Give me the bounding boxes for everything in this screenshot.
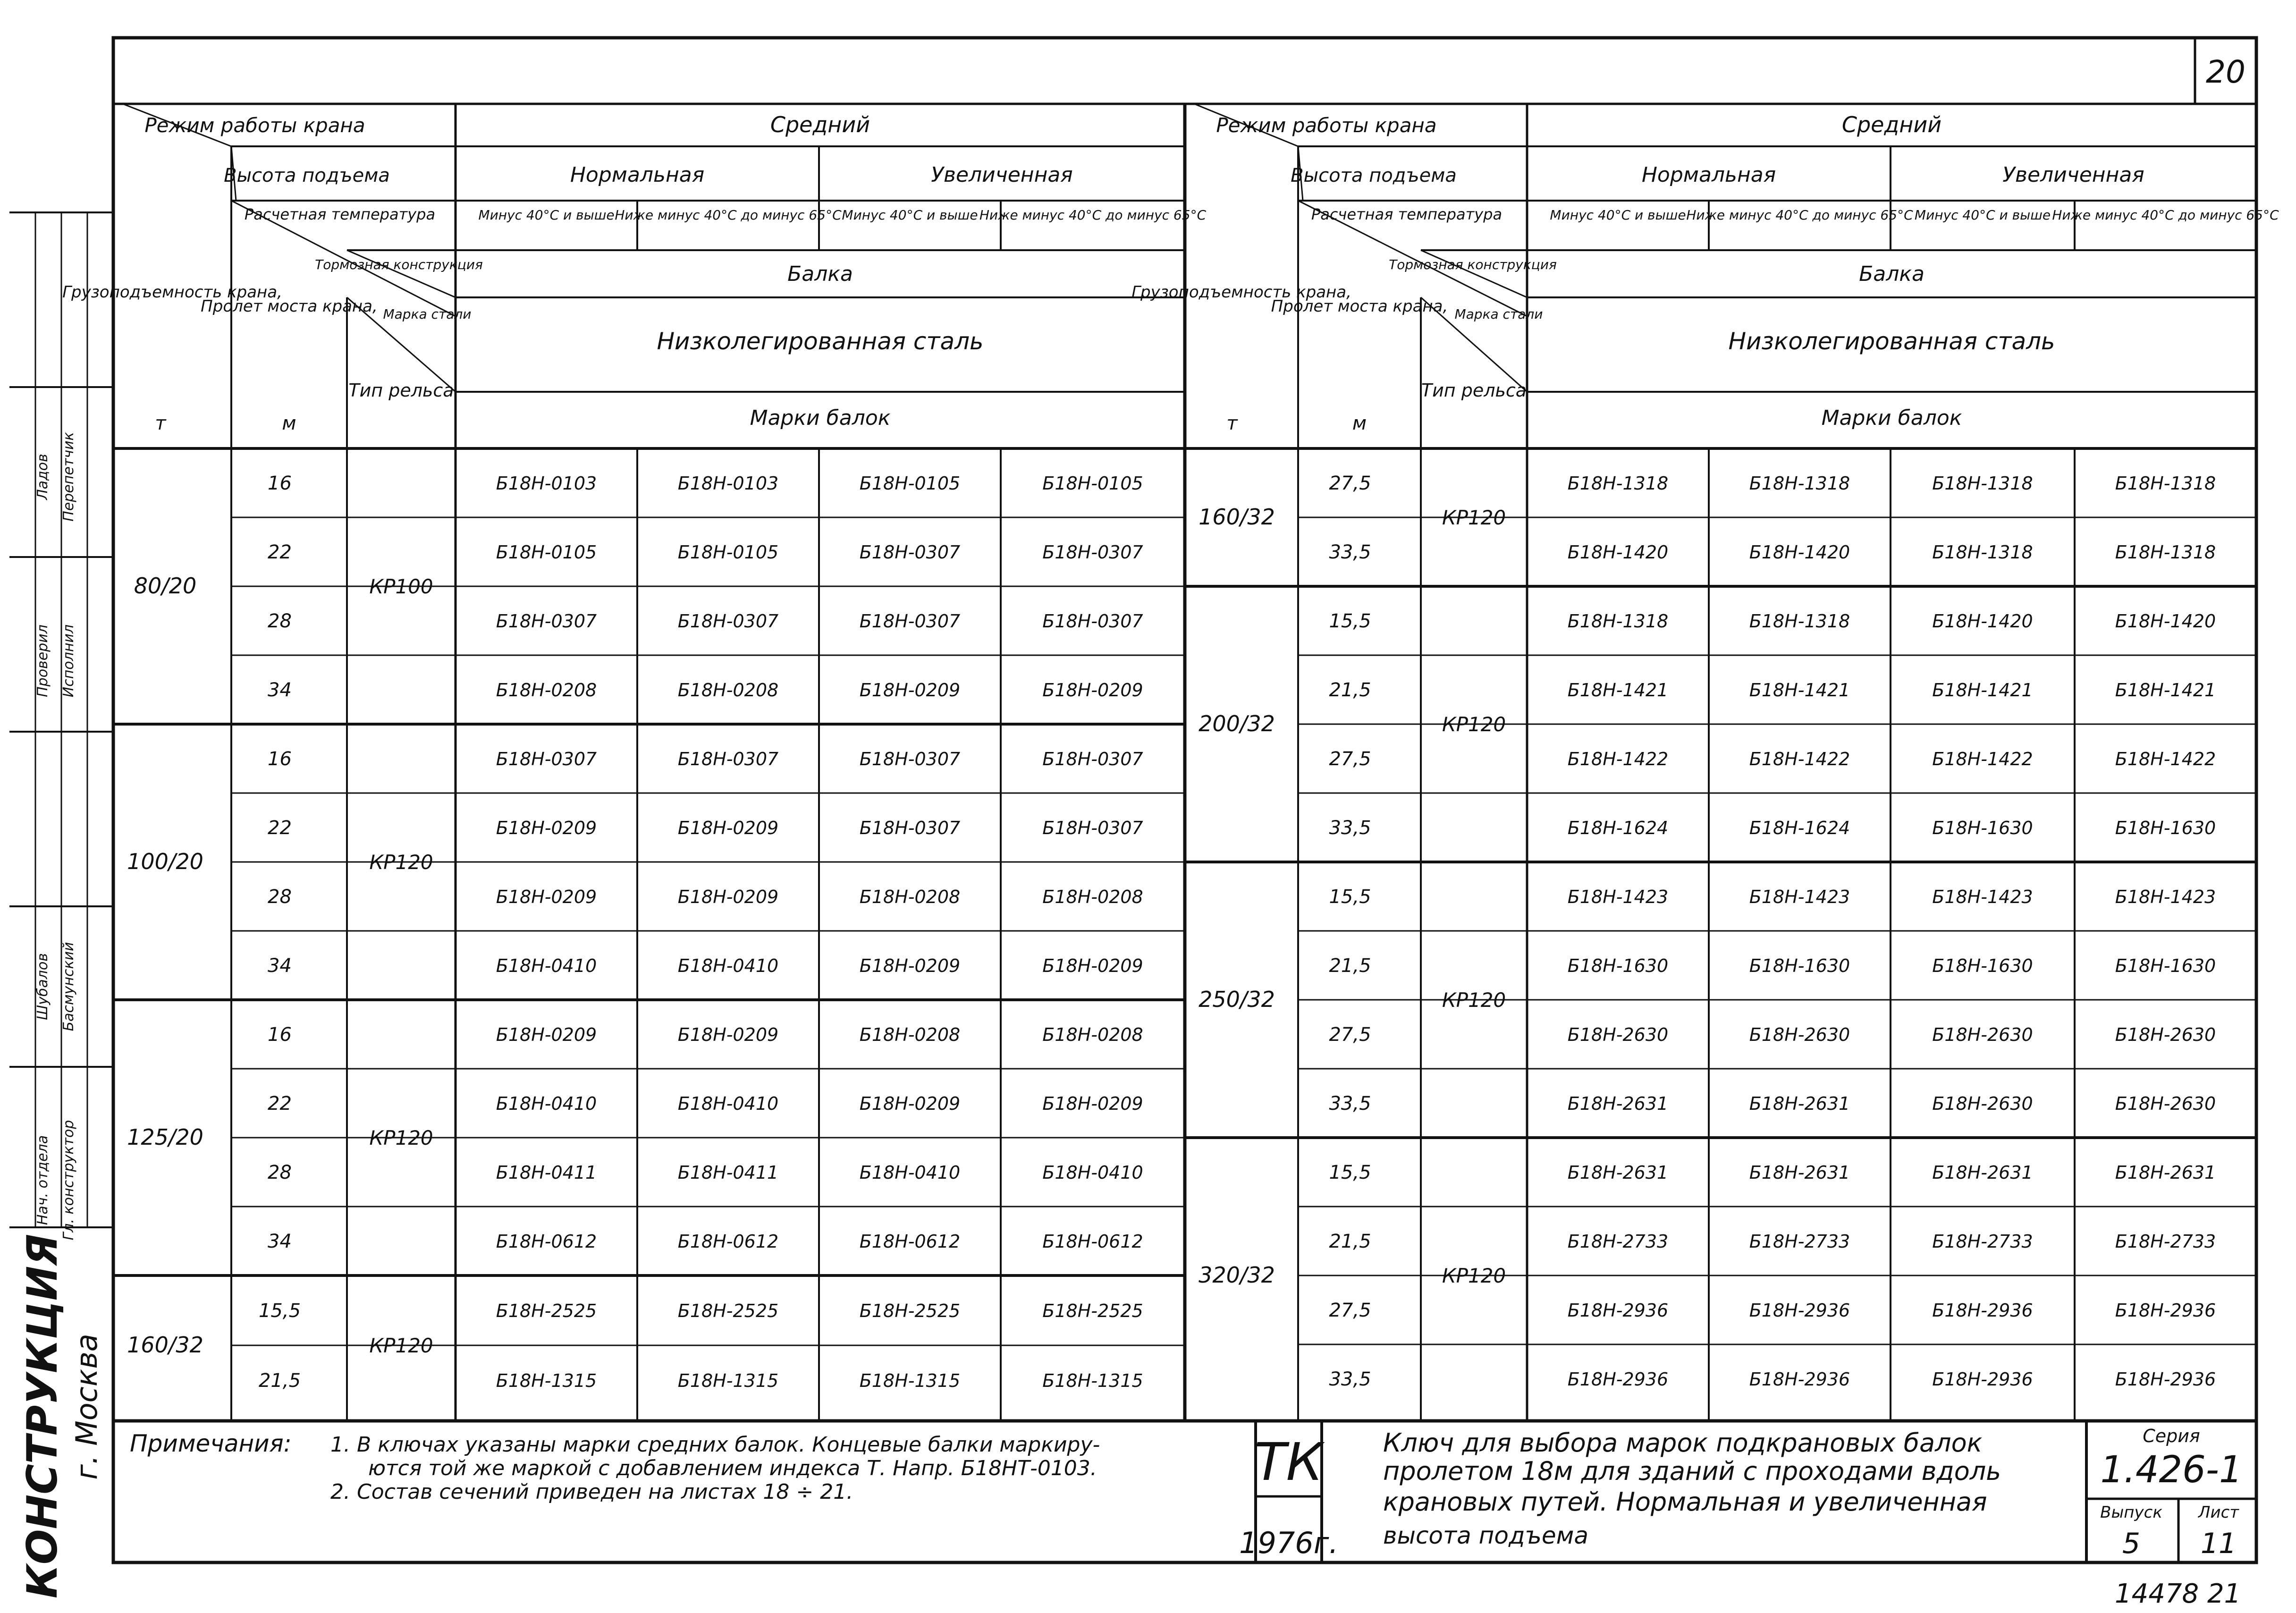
span-value: 28 [268, 886, 292, 908]
beam-mark: Б18Н-1422 [1932, 749, 2033, 769]
beam-mark: Б18Н-2631 [1749, 1093, 1850, 1114]
beam-mark: Б18Н-0307 [859, 749, 961, 769]
series-label: Серия [2143, 1426, 2200, 1446]
header-temp-value: Минус 40°С и выше [1550, 207, 1686, 223]
header-steel-mark: Марка стали [1454, 306, 1543, 322]
header-beam: Балка [1859, 262, 1925, 286]
beam-mark: Б18Н-2630 [1749, 1024, 1850, 1045]
rail-type: КР120 [369, 851, 433, 874]
stamp-role: Гл. конструктор [60, 1120, 77, 1241]
beam-mark: Б18Н-2936 [1567, 1300, 1669, 1321]
beam-mark: Б18Н-2525 [496, 1301, 597, 1321]
header-temp-value: Ниже минус 40°С до минус 65°С [2052, 207, 2279, 223]
beam-mark: Б18Н-2733 [1567, 1231, 1669, 1252]
beam-mark: Б18Н-0209 [677, 818, 779, 838]
header-capacity: Грузоподъемность крана, [62, 283, 282, 302]
header-beam-marks: Марки балок [750, 406, 891, 430]
rail-type: КР120 [1442, 988, 1506, 1012]
rail-type: КР100 [369, 575, 433, 598]
header-capacity-unit: т [1226, 413, 1238, 434]
span-value: 33,5 [1329, 817, 1371, 839]
beam-mark: Б18Н-1420 [1749, 542, 1850, 563]
beam-mark: Б18Н-2936 [1749, 1369, 1850, 1390]
beam-mark: Б18Н-1420 [1932, 611, 2033, 632]
span-value: 27,5 [1329, 1024, 1371, 1046]
beam-mark: Б18Н-0307 [677, 611, 779, 632]
beam-mark: Б18Н-2936 [1749, 1300, 1850, 1321]
org-name: КОНСТРУКЦИЯ [18, 1233, 67, 1599]
capacity-value: 80/20 [134, 573, 197, 599]
beam-mark: Б18Н-2631 [1932, 1162, 2033, 1183]
beam-mark: Б18Н-0307 [1042, 611, 1143, 632]
header-mode: Режим работы крана [1216, 114, 1437, 137]
header-beam: Балка [787, 262, 853, 286]
beam-mark: Б18Н-0307 [677, 749, 779, 769]
beam-mark: Б18Н-1318 [1567, 473, 1669, 494]
org-city: г. Москва [69, 1334, 104, 1480]
stamp-name: Ладов [34, 454, 51, 500]
beam-mark: Б18Н-2630 [2115, 1093, 2216, 1114]
beam-mark: Б18Н-0209 [1042, 955, 1143, 976]
beam-mark: Б18Н-2733 [1932, 1231, 2033, 1252]
span-value: 33,5 [1329, 541, 1371, 563]
beam-mark: Б18Н-0410 [677, 1093, 779, 1114]
beam-mark: Б18Н-1420 [1567, 542, 1669, 563]
sheet-label: Лист [2198, 1503, 2239, 1522]
span-value: 33,5 [1329, 1368, 1371, 1390]
span-value: 28 [268, 610, 292, 632]
header-lift-increased: Увеличенная [931, 163, 1073, 187]
header-rail: Тип рельса [1421, 380, 1527, 401]
stamp-role: Нач. отдела [34, 1135, 51, 1225]
span-value: 22 [268, 541, 292, 563]
beam-mark: Б18Н-0209 [496, 818, 597, 838]
span-value: 33,5 [1329, 1093, 1371, 1115]
beam-mark: Б18Н-2936 [1932, 1369, 2033, 1390]
beam-mark: Б18Н-1630 [2115, 955, 2216, 976]
span-value: 27,5 [1329, 1300, 1371, 1321]
header-temp-value: Ниже минус 40°С до минус 65°С [979, 207, 1207, 223]
rail-type: КР120 [1442, 1264, 1506, 1287]
beam-mark: Б18Н-2631 [2115, 1162, 2216, 1183]
beam-mark: Б18Н-0209 [496, 887, 597, 907]
header-temp-value: Минус 40°С и выше [1914, 207, 2051, 223]
header-lift: Высота подъема [1291, 165, 1457, 186]
beam-mark: Б18Н-0208 [1042, 887, 1143, 907]
beam-mark: Б18Н-0410 [859, 1162, 961, 1183]
capacity-value: 250/32 [1199, 987, 1275, 1012]
beam-mark: Б18Н-1630 [1932, 955, 2033, 976]
beam-mark: Б18Н-2630 [1932, 1024, 2033, 1045]
beam-mark: Б18Н-0410 [1042, 1162, 1143, 1183]
beam-mark: Б18Н-1318 [1932, 473, 2033, 494]
header-span: Пролет моста крана, [201, 297, 378, 316]
beam-mark: Б18Н-1624 [1749, 818, 1850, 838]
span-value: 28 [268, 1162, 292, 1183]
title-line-4: высота подъема [1383, 1522, 1588, 1549]
beam-mark: Б18Н-1315 [859, 1370, 961, 1391]
beam-mark: Б18Н-2936 [2115, 1369, 2216, 1390]
span-value: 21,5 [1329, 679, 1371, 701]
header-temp-value: Ниже минус 40°С до минус 65°С [1686, 207, 1913, 223]
beam-mark: Б18Н-1421 [1932, 680, 2033, 701]
span-value: 27,5 [1329, 748, 1371, 770]
beam-mark: Б18Н-0307 [859, 611, 961, 632]
beam-mark: Б18Н-0411 [677, 1162, 779, 1183]
beam-mark: Б18Н-1630 [1749, 955, 1850, 976]
span-value: 15,5 [1329, 1162, 1371, 1183]
header-beam-marks: Марки балок [1821, 406, 1962, 430]
beam-mark: Б18Н-1422 [1567, 749, 1669, 769]
header-brake: Тормозная конструкция [1389, 257, 1557, 272]
header-mode-value: Средний [1841, 112, 1942, 137]
beam-mark: Б18Н-0410 [677, 955, 779, 976]
span-value: 27,5 [1329, 473, 1371, 494]
beam-mark: Б18Н-1423 [1749, 887, 1850, 907]
beam-mark: Б18Н-2630 [1567, 1024, 1669, 1045]
header-lift: Высота подъема [224, 165, 390, 186]
beam-mark: Б18Н-2936 [1567, 1369, 1669, 1390]
capacity-value: 100/20 [127, 849, 203, 874]
header-lift-normal: Нормальная [1641, 163, 1776, 187]
beam-mark: Б18Н-0105 [677, 542, 779, 563]
header-temp: Расчетная температура [244, 205, 436, 223]
beam-mark: Б18Н-0103 [496, 473, 597, 494]
stamp-name: Перепетчик [60, 432, 77, 522]
stamp-role: Проверил [34, 625, 51, 697]
span-value: 15,5 [1329, 610, 1371, 632]
beam-mark: Б18Н-2525 [859, 1301, 961, 1321]
header-rail: Тип рельса [348, 380, 454, 401]
span-value: 16 [268, 473, 292, 494]
header-span-unit: м [1352, 413, 1367, 434]
beam-mark: Б18Н-0410 [496, 955, 597, 976]
beam-mark: Б18Н-1422 [1749, 749, 1850, 769]
beam-mark: Б18Н-2631 [1567, 1093, 1669, 1114]
beam-mark: Б18Н-0307 [1042, 749, 1143, 769]
span-value: 15,5 [1329, 886, 1371, 908]
beam-mark: Б18Н-0307 [496, 611, 597, 632]
beam-mark: Б18Н-0307 [859, 818, 961, 838]
beam-mark: Б18Н-2630 [1932, 1093, 2033, 1114]
beam-mark: Б18Н-2733 [2115, 1231, 2216, 1252]
beam-mark: Б18Н-0208 [496, 680, 597, 701]
beam-mark: Б18Н-1421 [1749, 680, 1850, 701]
beam-mark: Б18Н-2936 [2115, 1300, 2216, 1321]
beam-mark: Б18Н-0307 [1042, 542, 1143, 563]
beam-mark: Б18Н-1422 [2115, 749, 2216, 769]
beam-mark: Б18Н-2936 [1932, 1300, 2033, 1321]
beam-mark: Б18Н-0410 [496, 1093, 597, 1114]
stamp-name: Басмунский [60, 942, 77, 1031]
span-value: 34 [268, 679, 292, 701]
rail-type: КР120 [369, 1334, 433, 1357]
header-temp-value: Минус 40°С и выше [478, 207, 615, 223]
beam-mark: Б18Н-0105 [859, 473, 961, 494]
beam-mark: Б18Н-1630 [1567, 955, 1669, 976]
beam-mark: Б18Н-0105 [1042, 473, 1143, 494]
beam-mark: Б18Н-1421 [2115, 680, 2216, 701]
issue-label: Выпуск [2100, 1503, 2162, 1522]
beam-mark: Б18Н-2733 [1749, 1231, 1850, 1252]
sheet-value: 11 [2200, 1527, 2237, 1560]
capacity-value: 160/32 [1199, 504, 1275, 530]
beam-mark: Б18Н-0208 [677, 680, 779, 701]
capacity-value: 160/32 [127, 1332, 203, 1358]
span-value: 21,5 [1329, 955, 1371, 977]
header-lift-normal: Нормальная [570, 163, 705, 187]
beam-mark: Б18Н-0307 [1042, 818, 1143, 838]
beam-mark: Б18Н-1318 [1749, 611, 1850, 632]
header-temp-value: Минус 40°С и выше [842, 207, 978, 223]
span-value: 15,5 [258, 1300, 301, 1322]
span-value: 21,5 [1329, 1231, 1371, 1252]
beam-mark: Б18Н-2525 [1042, 1301, 1143, 1321]
beam-mark: Б18Н-1318 [1932, 542, 2033, 563]
year: 1976г. [1239, 1526, 1339, 1560]
header-brake: Тормозная конструкция [315, 257, 483, 272]
header-span-unit: м [282, 413, 296, 434]
capacity-value: 320/32 [1199, 1262, 1275, 1288]
beam-mark: Б18Н-0612 [496, 1231, 597, 1252]
table-labels [18, 54, 2279, 1609]
beam-mark: Б18Н-0307 [859, 542, 961, 563]
beam-mark: Б18Н-1318 [2115, 473, 2216, 494]
notes-title: Примечания: [130, 1430, 292, 1457]
header-capacity-unit: т [155, 413, 166, 434]
span-value: 16 [268, 1024, 292, 1046]
issue-value: 5 [2122, 1527, 2141, 1560]
beam-mark: Б18Н-1630 [2115, 818, 2216, 838]
org-code: ТК [1254, 1432, 1323, 1492]
beam-mark: Б18Н-0411 [496, 1162, 597, 1183]
beam-mark: Б18Н-0208 [859, 1024, 961, 1045]
beam-mark: Б18Н-0612 [1042, 1231, 1143, 1252]
beam-mark: Б18Н-0209 [677, 887, 779, 907]
rail-type: КР120 [369, 1126, 433, 1149]
beam-mark: Б18Н-1421 [1567, 680, 1669, 701]
beam-mark: Б18Н-0105 [496, 542, 597, 563]
rail-type: КР120 [1442, 506, 1506, 529]
header-mode: Режим работы крана [144, 114, 365, 137]
sheet-number: 20 [2206, 54, 2245, 90]
beam-mark: Б18Н-1423 [2115, 887, 2216, 907]
beam-mark: Б18Н-0208 [859, 887, 961, 907]
beam-mark: Б18Н-0209 [1042, 1093, 1143, 1114]
header-steel: Низколегированная сталь [1728, 328, 2055, 355]
beam-mark: Б18Н-0209 [677, 1024, 779, 1045]
beam-mark: Б18Н-0208 [1042, 1024, 1143, 1045]
beam-mark: Б18Н-0209 [496, 1024, 597, 1045]
series-value: 1.426-1 [2100, 1449, 2243, 1491]
beam-mark: Б18Н-0209 [859, 955, 961, 976]
beam-mark: Б18Н-2631 [1567, 1162, 1669, 1183]
beam-mark: Б18Н-0209 [859, 680, 961, 701]
beam-mark: Б18Н-0209 [859, 1093, 961, 1114]
beam-mark: Б18Н-1423 [1932, 887, 2033, 907]
beam-mark: Б18Н-1318 [1749, 473, 1850, 494]
capacity-value: 200/32 [1199, 711, 1275, 736]
header-lift-increased: Увеличенная [2002, 163, 2144, 187]
beam-mark: Б18Н-0103 [677, 473, 779, 494]
beam-mark: Б18Н-1315 [496, 1370, 597, 1391]
beam-mark: Б18Н-2630 [2115, 1024, 2216, 1045]
beam-mark: Б18Н-1318 [2115, 542, 2216, 563]
span-value: 34 [268, 1231, 292, 1252]
header-span: Пролет моста крана, [1271, 297, 1448, 316]
header-mode-value: Средний [770, 112, 870, 137]
span-value: 21,5 [258, 1370, 301, 1392]
note-1a: 1. В ключах указаны марки средних балок. Концевые балки маркиру- [330, 1433, 1100, 1457]
beam-mark: Б18Н-0612 [677, 1231, 779, 1252]
beam-mark: Б18Н-1630 [1932, 818, 2033, 838]
beam-mark: Б18Н-1315 [1042, 1370, 1143, 1391]
title-line-1: Ключ для выбора марок подкрановых балок [1383, 1428, 1983, 1458]
span-value: 34 [268, 955, 292, 977]
stamp-name: Шубалов [34, 953, 51, 1020]
header-temp: Расчетная температура [1311, 205, 1503, 223]
header-temp-value: Ниже минус 40°С до минус 65°С [615, 207, 842, 223]
beam-mark: Б18Н-0209 [1042, 680, 1143, 701]
beam-mark: Б18Н-1624 [1567, 818, 1669, 838]
rail-type: КР120 [1442, 713, 1506, 736]
span-value: 22 [268, 1093, 292, 1115]
beam-mark: Б18Н-2525 [677, 1301, 779, 1321]
beam-mark: Б18Н-0612 [859, 1231, 961, 1252]
title-line-3: крановых путей. Нормальная и увеличенная [1383, 1487, 1987, 1517]
span-value: 16 [268, 748, 292, 770]
header-capacity: Грузоподъемность крана, [1131, 283, 1351, 302]
capacity-value: 125/20 [127, 1124, 203, 1150]
beam-mark: Б18Н-1318 [1567, 611, 1669, 632]
archive-number: 14478 21 [2115, 1579, 2241, 1609]
beam-mark: Б18Н-1423 [1567, 887, 1669, 907]
note-2: 2. Состав сечений приведен на листах 18 ÷ 21. [330, 1480, 853, 1504]
beam-mark: Б18Н-2631 [1749, 1162, 1850, 1183]
beam-mark: Б18Н-0307 [496, 749, 597, 769]
header-steel-mark: Марка стали [383, 306, 472, 322]
beam-mark: Б18Н-1315 [677, 1370, 779, 1391]
stamp-role: Исполнил [60, 624, 77, 698]
span-value: 22 [268, 817, 292, 839]
header-steel: Низколегированная сталь [657, 328, 984, 355]
title-line-2: пролетом 18м для зданий с проходами вдоль [1383, 1456, 2001, 1486]
note-1b: ются той же маркой с добавлением индекса Т. Напр. Б18НТ-0103. [368, 1456, 1097, 1480]
beam-mark: Б18Н-1420 [2115, 611, 2216, 632]
